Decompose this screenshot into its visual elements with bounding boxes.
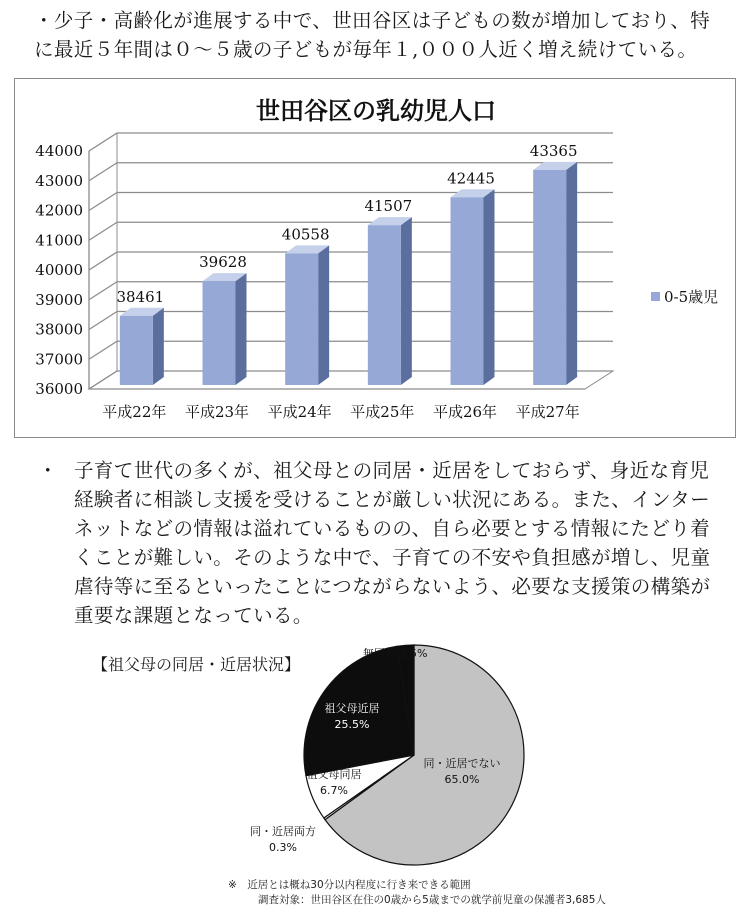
x-tick-label: 平成26年 xyxy=(432,403,498,421)
bar xyxy=(368,225,401,385)
pie-label-cohabiting: 祖父母同居 xyxy=(306,768,362,781)
data-label: 38461 xyxy=(116,287,165,306)
bar xyxy=(203,281,236,385)
y-tick-label: 36000 xyxy=(35,380,83,398)
bar xyxy=(285,253,318,385)
bar-chart xyxy=(14,78,736,438)
bar xyxy=(120,316,153,385)
bar-side xyxy=(401,217,412,385)
y-tick-label: 38000 xyxy=(35,320,83,339)
bar xyxy=(533,170,566,385)
pie-label-both: 同・近居両方 xyxy=(250,825,316,838)
pie-label-no-answer: 無回答 2.5% xyxy=(363,647,428,660)
legend-swatch xyxy=(651,292,660,301)
data-label: 40558 xyxy=(281,225,330,244)
y-tick-label: 42000 xyxy=(35,201,83,220)
x-tick-label: 平成22年 xyxy=(102,403,167,421)
y-tick-label: 41000 xyxy=(35,231,83,250)
bar-side xyxy=(484,189,495,385)
data-label: 42445 xyxy=(447,169,495,188)
pie-label-nearby: 祖父母近居 xyxy=(324,702,380,715)
pie-heading: 【祖父母の同居・近居状況】 xyxy=(92,655,301,674)
x-tick-label: 平成27年 xyxy=(515,403,580,421)
pie-value-not-nearby: 65.0% xyxy=(444,773,480,786)
x-tick-label: 平成24年 xyxy=(267,403,332,421)
y-tick-label: 44000 xyxy=(35,142,83,160)
bar-side xyxy=(236,273,247,385)
pie-label-not-nearby: 同・近居でない xyxy=(423,757,501,770)
pie-note-1: ※ 近居とは概ね30分以内程度に行き来できる範囲 xyxy=(228,879,471,891)
body-bullet: ・ xyxy=(38,459,58,482)
body-paragraph: 子育て世代の多くが、祖父母との同居・近居をしておらず、身近な育児経験者に相談し支援を受けることが厳しい状況にある。また、インターネットなどの情報は溢れているものの、自ら必要とする情報にたどり着くことが難しい。そのような中で、子育ての不安や負担感が増し、児童虐待等に至るといったことにつながらないよう、必要な支援策の構築が重要な課題となっている。 xyxy=(74,459,711,627)
pie-value-nearby: 25.5% xyxy=(334,718,370,731)
y-tick-label: 37000 xyxy=(35,350,83,369)
y-tick-label: 43000 xyxy=(35,171,83,190)
pie-value-cohabiting: 6.7% xyxy=(320,784,348,797)
data-label: 43365 xyxy=(529,141,578,160)
bar-chart-svg xyxy=(15,79,737,439)
bar-side xyxy=(566,162,577,385)
pie-chart-svg xyxy=(0,640,750,910)
bar-side xyxy=(318,245,329,385)
bar xyxy=(451,197,484,385)
chart-title: 世田谷区の乳幼児人口 xyxy=(256,96,496,125)
x-tick-label: 平成23年 xyxy=(184,403,250,421)
pie-note-2: 調査対象：世田谷区在住の0歳から5歳までの就学前児童の保護者3,685人 xyxy=(258,894,606,906)
legend-label: 0-5歳児 xyxy=(664,288,719,306)
intro-paragraph: ・少子・高齢化が進展する中で、世田谷区は子どもの数が増加しており、特に最近５年間は０〜５歳の子どもが毎年１,０００人近く増え続けている。 xyxy=(34,9,711,61)
pie-chart-section xyxy=(0,640,750,910)
data-label: 39628 xyxy=(199,253,247,272)
pie-value-both: 0.3% xyxy=(269,841,297,854)
y-tick-label: 39000 xyxy=(35,290,83,309)
data-label: 41507 xyxy=(364,197,413,216)
bar-side xyxy=(153,308,164,385)
y-tick-label: 40000 xyxy=(35,261,83,279)
x-tick-label: 平成25年 xyxy=(350,403,415,421)
